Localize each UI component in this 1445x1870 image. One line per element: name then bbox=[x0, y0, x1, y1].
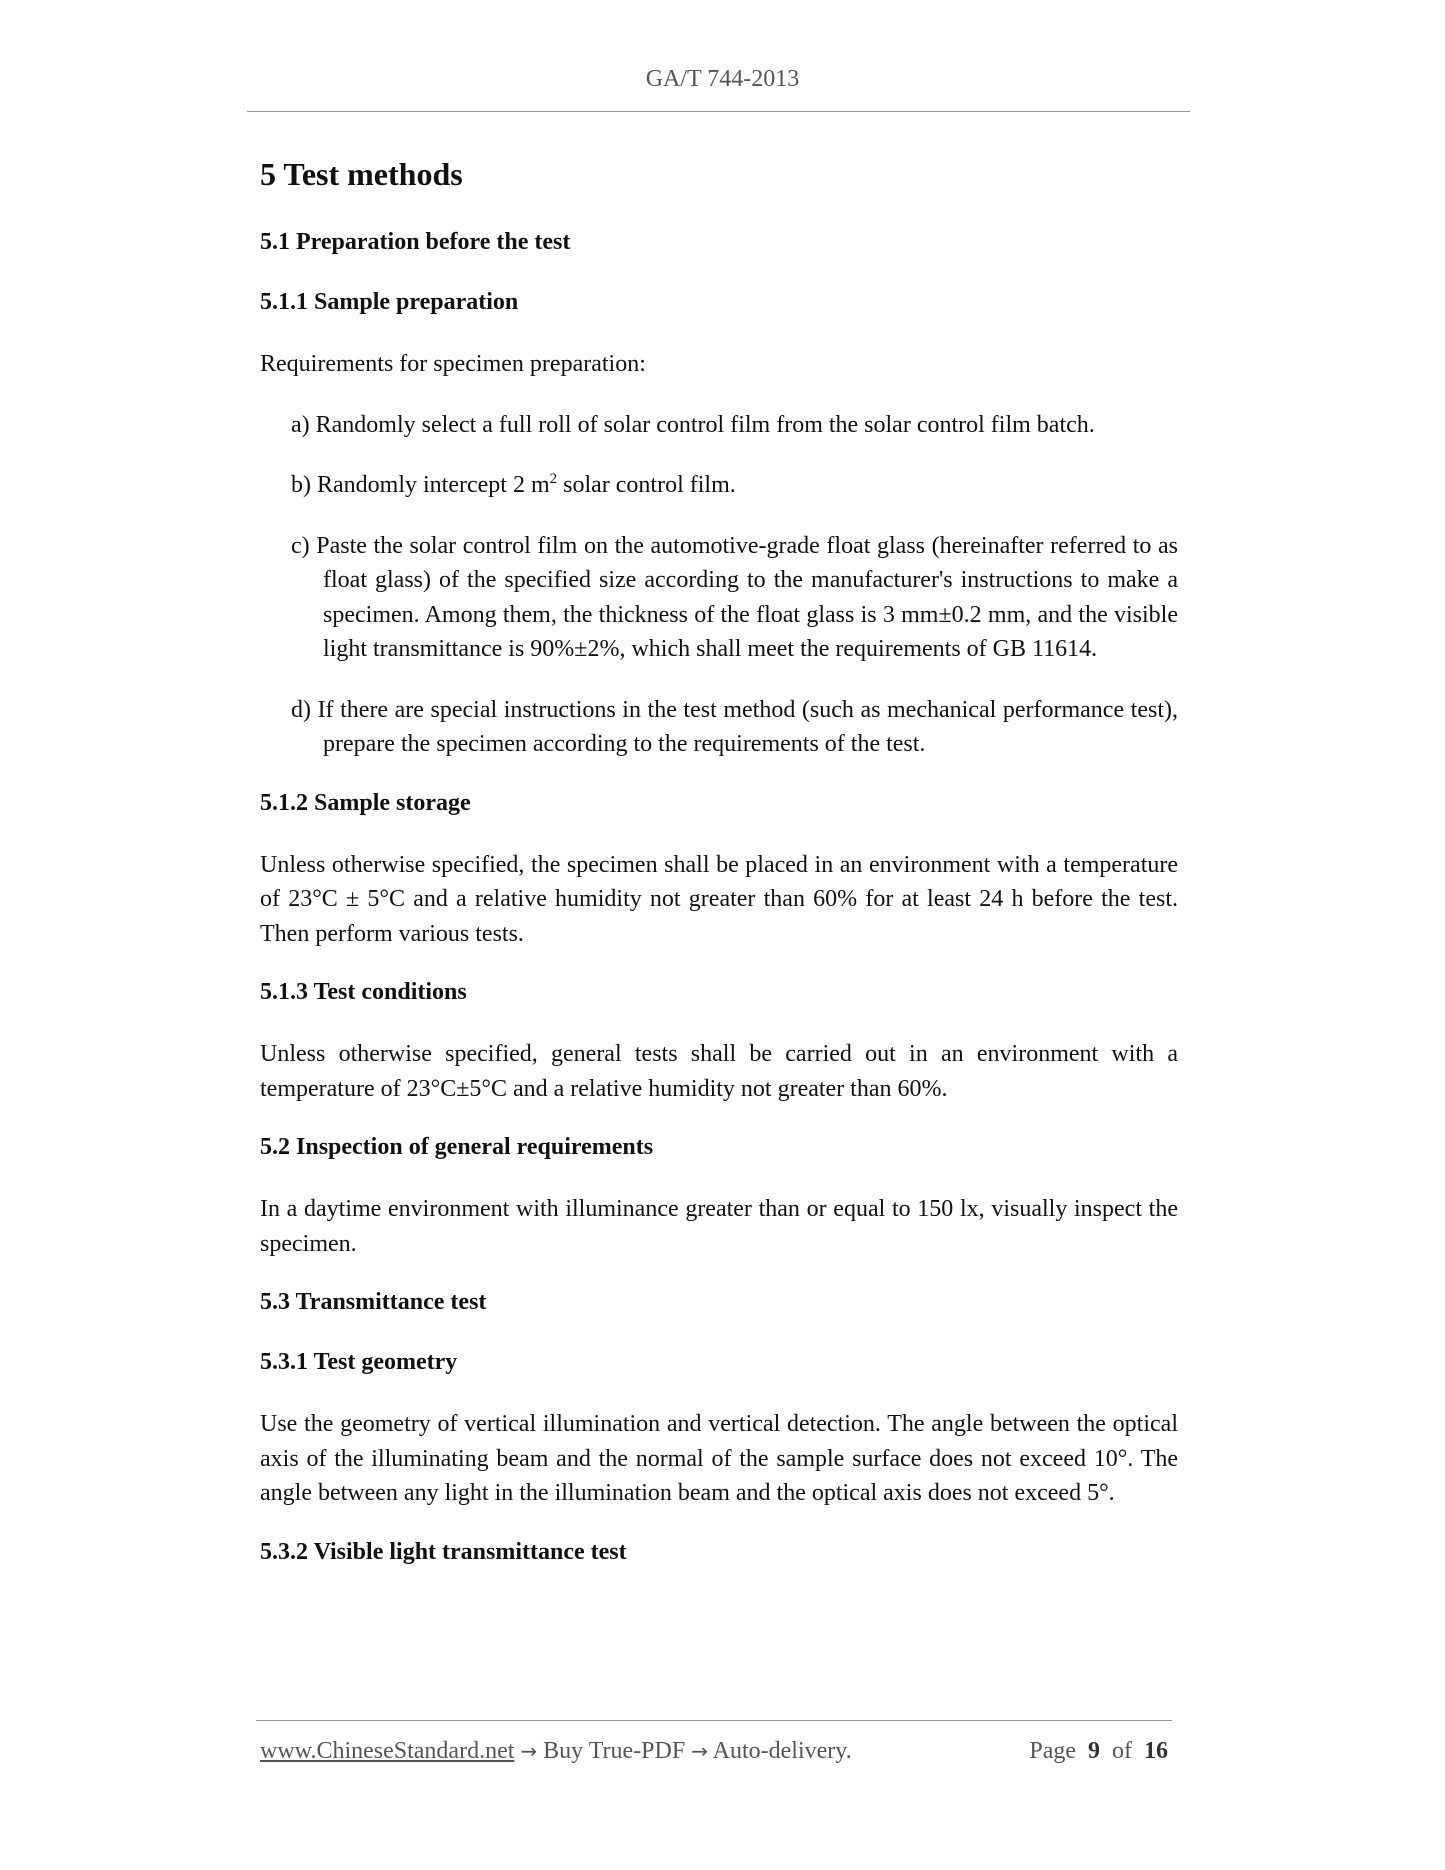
section-5-heading: 5 Test methods bbox=[260, 156, 463, 192]
page-content bbox=[260, 155, 1178, 1597]
section-5-2-heading: 5.2 Inspection of general requirements bbox=[260, 1134, 654, 1160]
section-5-1-2-text: Unless otherwise specified, the specimen shall be placed in an environment with a temperature of 23°C ± 5°C and a relative humidity not greater than 60% for at least 24 h before the test. Then perform various tests. bbox=[260, 851, 1178, 947]
section-5-3-1-text: Use the geometry of vertical illumination and vertical detection. The angle between the optical axis of the illuminating beam and the normal of the sample surface does not exceed 10°. The angle between any light in the illumination beam and the optical axis does not exceed 5°. bbox=[260, 1411, 1178, 1506]
specimen-requirements-list bbox=[260, 408, 1178, 762]
header-doc-id: GA/T 744-2013 bbox=[645, 66, 800, 92]
list-item-d: d) If there are special instructions in the test method (such as mechanical performance test), prepare the specimen according to the requirements of the test. bbox=[291, 696, 1178, 757]
list-item-a: a) Randomly select a full roll of solar control film from the solar control film batch. bbox=[291, 411, 1095, 438]
section-5-1-2-heading: 5.1.2 Sample storage bbox=[260, 789, 471, 816]
footer-buy-text: Buy True-PDF bbox=[537, 1738, 692, 1764]
footer-promo bbox=[260, 1738, 852, 1765]
chinesestandard-link[interactable]: www.ChineseStandard.net bbox=[260, 1738, 515, 1764]
page-number: 9 bbox=[1088, 1738, 1100, 1764]
arrow-right-icon: → bbox=[520, 1739, 538, 1763]
section-5-3-heading: 5.3 Transmittance test bbox=[260, 1289, 487, 1315]
section-5-2-text: In a daytime environment with illuminance greater than or equal to 150 lx, visually inspect the specimen. bbox=[260, 1196, 1178, 1257]
list-item-b bbox=[260, 468, 1178, 503]
page-label: Page bbox=[1029, 1738, 1076, 1764]
section-5-3-2-heading: 5.3.2 Visible light transmittance test bbox=[260, 1538, 627, 1565]
of-label: of bbox=[1112, 1738, 1132, 1764]
list-item-b-text: b) Randomly intercept 2 m bbox=[291, 472, 550, 498]
footer-divider bbox=[256, 1720, 1172, 1721]
section-5-1-3-heading: 5.1.3 Test conditions bbox=[260, 979, 467, 1005]
section-5-1-1-heading: 5.1.1 Sample preparation bbox=[260, 289, 519, 315]
list-item-b-text-end: solar control film. bbox=[557, 472, 736, 498]
list-item-b-superscript: 2 bbox=[549, 471, 558, 487]
list-item-c: c) Paste the solar control film on the automotive-grade float glass (hereinafter referred to as float glass) of the specified size according to the manufacturer's instructions to make a specimen. Among them, the thickness of the float glass is 3 mm±0.2 mm, and the visible light transmittance is 90%±2%, which shall meet the requirements of GB 11614. bbox=[291, 532, 1178, 662]
section-5-1-heading: 5.1 Preparation before the test bbox=[260, 229, 571, 255]
section-5-1-1-intro: Requirements for specimen preparation: bbox=[260, 351, 646, 377]
section-5-1-3-text: Unless otherwise specified, general tests shall be carried out in an environment with a temperature of 23°C±5°C and a relative humidity not greater than 60%. bbox=[260, 1041, 1178, 1102]
page-indicator bbox=[1029, 1738, 1168, 1765]
header-divider bbox=[247, 111, 1190, 112]
section-5-3-1-heading: 5.3.1 Test geometry bbox=[260, 1349, 458, 1375]
total-pages: 16 bbox=[1144, 1738, 1168, 1764]
arrow-right-icon: → bbox=[691, 1739, 708, 1763]
footer-delivery-text: Auto-delivery. bbox=[707, 1738, 852, 1764]
